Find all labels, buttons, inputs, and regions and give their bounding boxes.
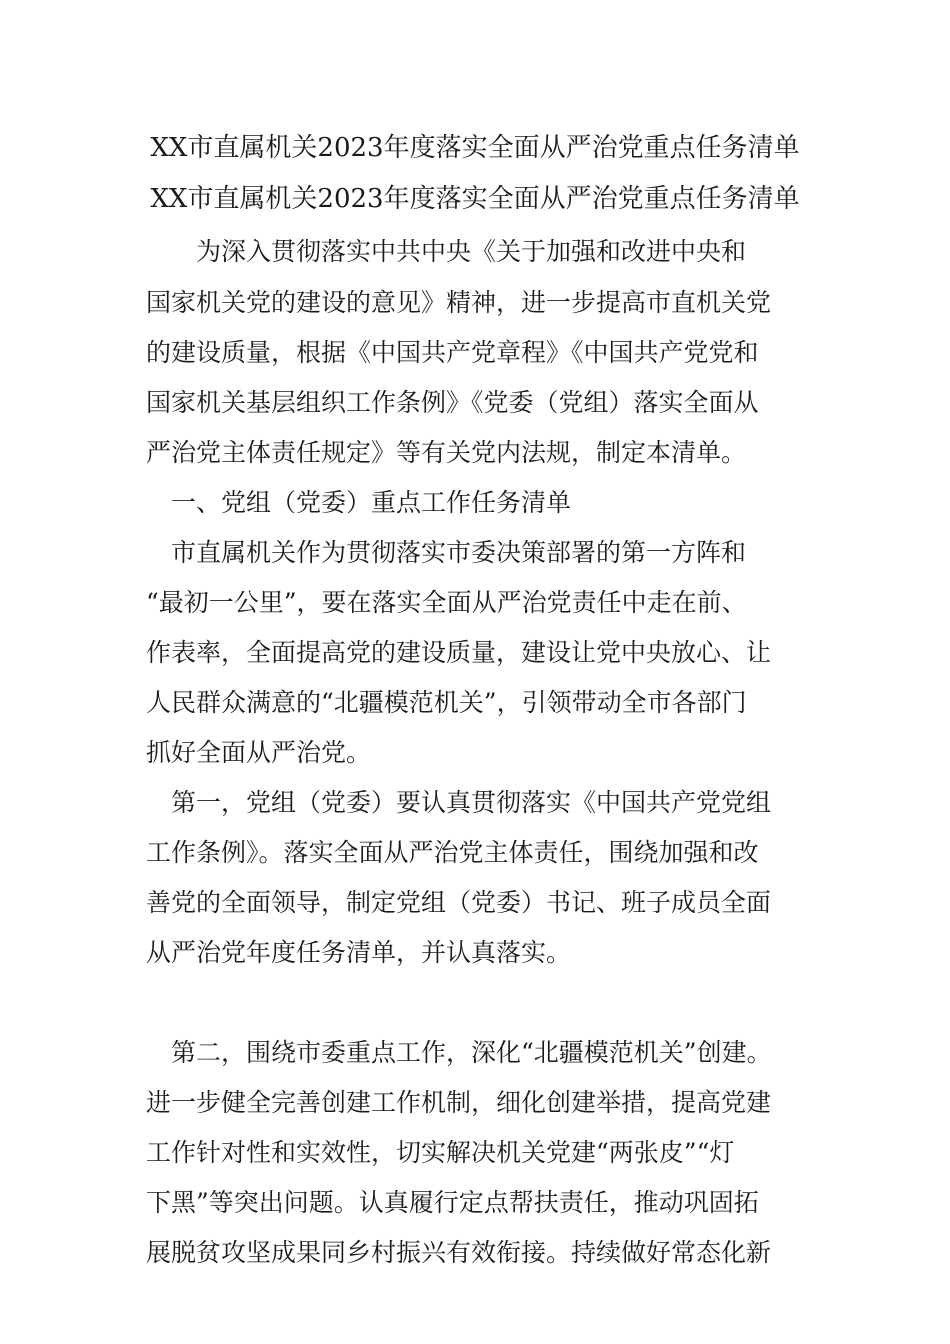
document-title-repeat: XX市直属机关2023年度落实全面从严治党重点任务清单 bbox=[150, 184, 800, 214]
paragraph-line: 抓好全面从严治党。 bbox=[146, 738, 372, 767]
paragraph-line: 市直属机关作为贯彻落实市委决策部署的第一方阵和 bbox=[146, 538, 747, 567]
intro-line: 为深入贯彻落实中共中央《关于加强和改进中央和 bbox=[146, 237, 747, 266]
paragraph-line: 人民群众满意的“北疆模范机关”，引领带动全市各部门 bbox=[146, 688, 747, 717]
paragraph-line: 善党的全面领导，制定党组（党委）书记、班子成员全面 bbox=[146, 888, 772, 917]
paragraph-line: 第二，围绕市委重点工作，深化“北疆模范机关”创建。 bbox=[146, 1038, 772, 1067]
paragraph-line: 从严治党年度任务清单，并认真落实。 bbox=[146, 938, 572, 967]
paragraph-line: 下黑”等突出问题。认真履行定点帮扶责任，推动巩固拓 bbox=[146, 1188, 759, 1217]
paragraph-line: 第一，党组（党委）要认真贯彻落实《中国共产党党组 bbox=[146, 788, 772, 817]
document-title: XX市直属机关2023年度落实全面从严治党重点任务清单 bbox=[150, 133, 800, 163]
paragraph-line: 展脱贫攻坚成果同乡村振兴有效衔接。持续做好常态化新 bbox=[146, 1238, 772, 1267]
paragraph-line: 工作针对性和实效性，切实解决机关党建“两张皮”“灯 bbox=[146, 1138, 735, 1167]
intro-line: 的建设质量，根据《中国共产党章程》《中国共产党党和 bbox=[146, 338, 759, 367]
paragraph-line: 作表率，全面提高党的建设质量，建设让党中央放心、让 bbox=[146, 638, 772, 667]
intro-line: 国家机关基层组织工作条例》《党委（党组）落实全面从 bbox=[146, 388, 759, 417]
paragraph-line: 进一步健全完善创建工作机制，细化创建举措，提高党建 bbox=[146, 1088, 772, 1117]
section-heading: 一、党组（党委）重点工作任务清单 bbox=[146, 488, 572, 517]
intro-line: 国家机关党的建设的意见》精神，进一步提高市直机关党 bbox=[146, 288, 772, 317]
intro-line: 严治党主体责任规定》等有关党内法规，制定本清单。 bbox=[146, 438, 747, 467]
paragraph-line: 工作条例》。落实全面从严治党主体责任，围绕加强和改 bbox=[146, 838, 759, 867]
paragraph-line: “最初一公里”，要在落实全面从严治党责任中走在前、 bbox=[146, 588, 747, 617]
